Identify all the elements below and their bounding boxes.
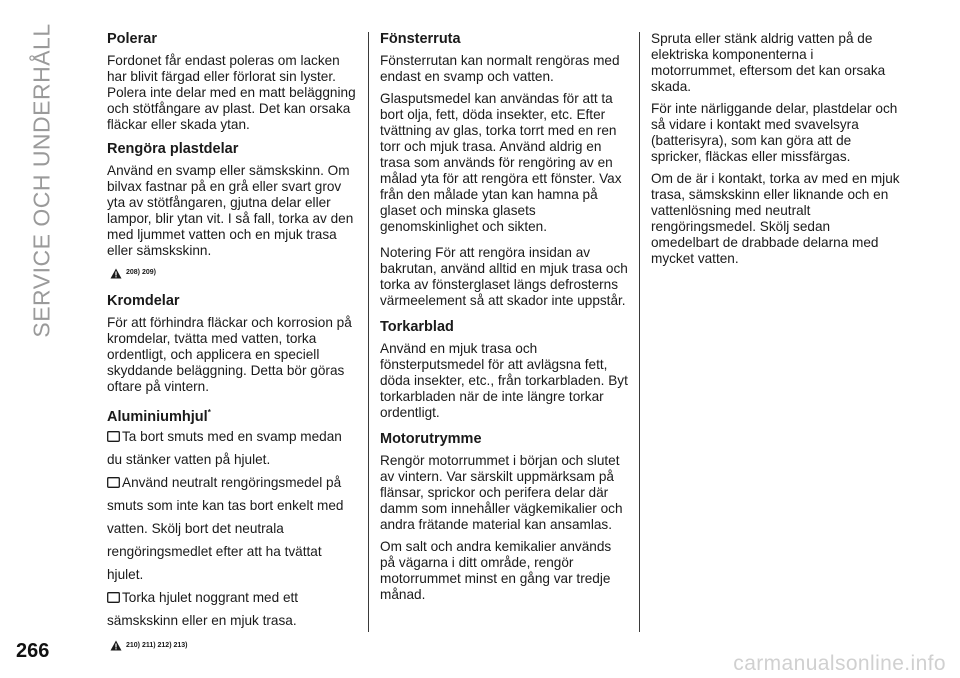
paragraph-rengora-plastdelar: Använd en svamp eller sämskskinn. Om bilvax fastnar på en grå eller svart grov yta av stötfångaren, gjutna delar eller lampor, blir ytan vit. I så fall, torka av den med ljummet vatten och en mjuk trasa eller sämskskinn. — [107, 163, 354, 258]
paragraph-kromdelar: För att förhindra fläckar och korrosion på kromdelar, tvätta med vatten, torka ordentligt, och applicera en speciell skyddande beläggning. Detta bör göras oftare på vintern. — [107, 315, 352, 394]
column-left — [107, 31, 357, 666]
paragraph-fonsterruta-2: Glasputsmedel kan användas för att ta bort olja, fett, döda insekter, etc. Efter tvättning av glas, torka torrt med en ren torr och mjuk trasa. Använd aldrig en trasa som används för rengöring av en målad yta för att rengöra ett fönster. Vax från den målade ytan kan hamna på glaset och minska glasets genomskinlighet och sikten. — [380, 91, 622, 234]
checkbox-bullet-icon — [107, 477, 120, 488]
list-item-text: Ta bort smuts med en svamp medan du stänker vatten på hjulet. — [107, 428, 342, 467]
paragraph-motorutrymme-1: Rengör motorrummet i början och slutet av vintern. Var särskilt uppmärksam på flänsar, sprickor och perifera delar där damm som innehåller vägkemikalier och andra frätande material kan ansamlas. — [380, 453, 623, 532]
section-side-title-text: SERVICE OCH UNDERHÅLL — [28, 22, 55, 338]
heading-rengora-plastdelar: Rengöra plastdelar — [107, 141, 239, 157]
list-item — [107, 425, 357, 471]
heading-aluminiumhjul — [107, 405, 357, 425]
list-item-text: Torka hjulet noggrant med ett sämskskinn eller en mjuk trasa. — [107, 589, 299, 628]
list-item — [107, 471, 357, 586]
paragraph-right-2: För inte närliggande delar, plastdelar och så vidare i kontakt med svavelsyra (batterisyra), som kan göra att de spricker, fläckas eller missfärgas. — [651, 101, 898, 164]
paragraph-fonsterruta-note: Notering För att rengöra insidan av bakrutan, använd alltid en mjuk trasa och torka av fönsterglaset längs defrosterns värmeelement så att skador inte uppstår. — [380, 245, 628, 308]
paragraph-right-3: Om de är i kontakt, torka av med en mjuk trasa, sämskskinn eller liknande och en vattenlösning med neutralt rengöringsmedel. Skölj sedan omedelbart de drabbade delarna med mycket vatten. — [651, 171, 900, 266]
paragraph-motorutrymme-2: Om salt och andra kemikalier används på vägarna i ditt område, rengör motorrummet minst en gång var tredje månad. — [380, 539, 612, 602]
warning-triangle-icon — [110, 268, 122, 279]
paragraph-torkarblad: Använd en mjuk trasa och fönsterputsmedel för att avlägsna fett, döda insekter, etc., från torkarbladen. Byt torkarbladen när de inte längre torkar ordentligt. — [380, 341, 628, 420]
paragraph-right-1: Spruta eller stänk aldrig vatten på de elektriska komponenterna i motorrummet, eftersom det kan orsaka skada. — [651, 31, 886, 94]
list-item — [107, 586, 357, 632]
heading-torkarblad: Torkarblad — [380, 319, 454, 335]
watermark: carmanualsonline.info — [733, 652, 946, 675]
section-side-title — [14, 22, 70, 338]
warning-triangle-icon — [110, 640, 122, 651]
column-divider — [368, 32, 369, 632]
heading-motorutrymme: Motorutrymme — [380, 431, 482, 447]
warning-reference-numbers: 208) 209) — [126, 269, 156, 276]
column-divider — [639, 32, 640, 632]
option-marker: * — [207, 408, 211, 417]
heading-kromdelar: Kromdelar — [107, 293, 180, 309]
paragraph-polerar: Fordonet får endast poleras om lacken har blivit färgad eller förlorat sin lyster. Polera inte delar med en matt beläggning och stötfångare av plast. Det kan orsaka fläckar eller skada ytan. — [107, 53, 356, 132]
list-item-text: Använd neutralt rengöringsmedel på smuts som inte kan tas bort enkelt med vatten. Skölj bort det neutrala rengöringsmedlet efter att ha tvättat hjulet. — [107, 474, 344, 582]
warning-references — [110, 638, 357, 654]
page-number: 266 — [16, 640, 50, 662]
checkbox-bullet-icon — [107, 592, 120, 603]
paragraph-fonsterruta-1: Fönsterrutan kan normalt rengöras med endast en svamp och vatten. — [380, 53, 620, 84]
column-right — [651, 31, 901, 273]
warning-references — [110, 265, 357, 281]
heading-fonsterruta: Fönsterruta — [380, 31, 461, 47]
column-middle — [380, 31, 630, 609]
heading-aluminiumhjul-text: Aluminiumhjul — [107, 408, 208, 425]
checkbox-bullet-icon — [107, 431, 120, 442]
warning-reference-numbers: 210) 211) 212) 213) — [126, 641, 188, 649]
heading-polerar: Polerar — [107, 31, 157, 47]
